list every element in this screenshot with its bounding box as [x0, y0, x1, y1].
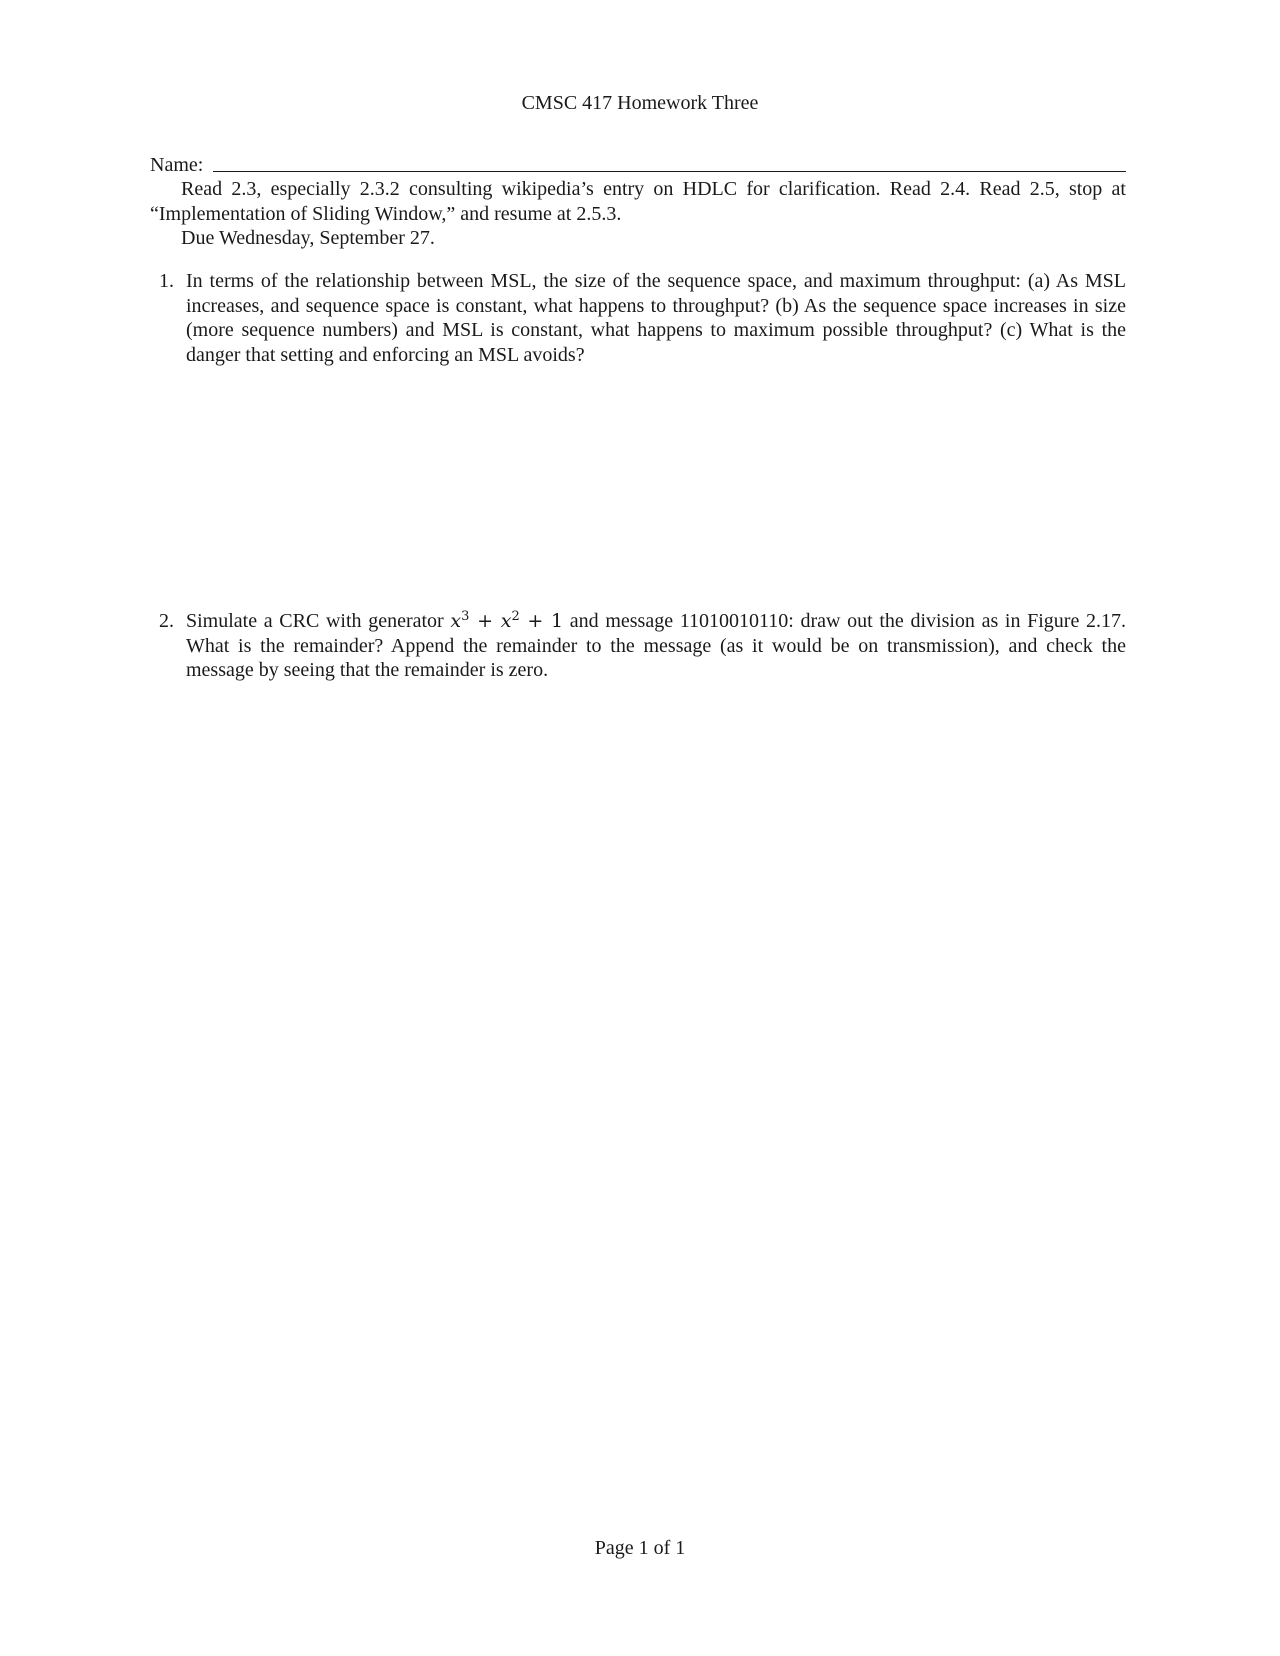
problem-2 — [150, 609, 1126, 683]
poly-var: x — [450, 610, 462, 632]
poly-exponent: 3 — [461, 609, 470, 624]
problem-number: 1. — [159, 270, 174, 292]
poly-exponent: 2 — [511, 609, 520, 624]
reading-assignment: Read 2.3, especially 2.3.2 consulting wikipedia’s entry on HDLC for clarification. Read 2.4. Read 2.5, stop at “Implementation of Sliding Window,” and resume at 2.5.3. — [150, 178, 1126, 225]
problem-1 — [150, 269, 1126, 367]
problem-text-before: Simulate a CRC with generator — [186, 610, 451, 632]
due-date: Due Wednesday, September 27. — [181, 227, 435, 249]
poly-operator: + — [469, 610, 501, 632]
problem-text: In terms of the relationship between MSL, the size of the sequence space, and maximum throughput: (a) As MSL increases, and sequence space is constant, what happens to throughput? (b) As the sequence space increases in size (more sequence numbers) and MSL is constant, what happens to maximum possible throughput? (c) What is the danger that setting and enforcing an MSL avoids? — [186, 270, 1126, 366]
generator-polynomial — [450, 610, 563, 632]
name-label: Name: — [150, 154, 204, 176]
poly-operator: + 1 — [519, 610, 564, 632]
name-field — [150, 151, 1126, 177]
name-blank-line — [213, 151, 1126, 172]
intro-section — [150, 177, 1126, 251]
page-title: CMSC 417 Homework Three — [521, 92, 759, 114]
problem-text — [186, 609, 1126, 683]
problem-text-after: and message 11010010110: draw out the division as in Figure 2.17. What is the remainder? Append the remainder to the message (as it would be on transmission), and check the message by seeing that the remainder is zero. — [186, 610, 1126, 681]
problem-number: 2. — [159, 610, 174, 632]
page-number: Page 1 of 1 — [594, 1537, 686, 1559]
poly-var: x — [500, 610, 512, 632]
